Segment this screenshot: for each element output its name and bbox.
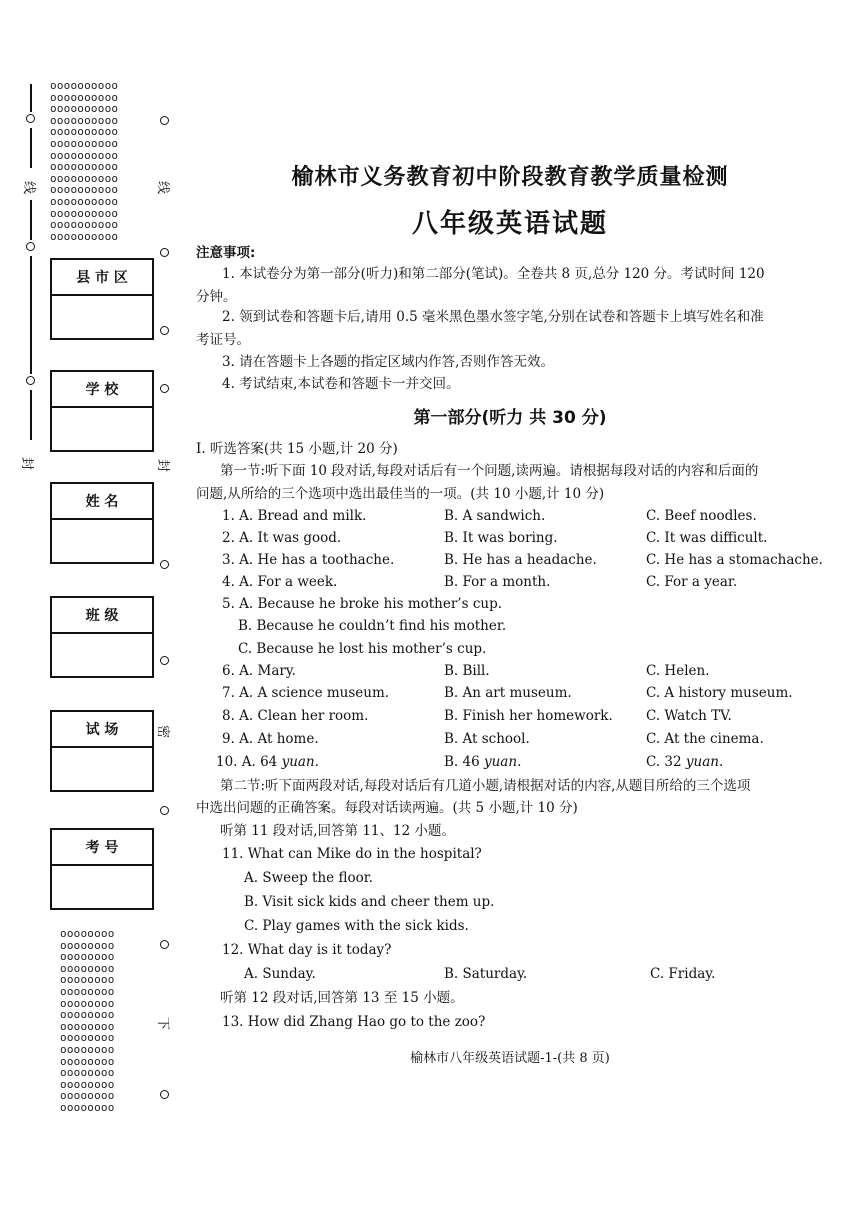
class-field[interactable] bbox=[52, 634, 152, 676]
q13-stem: 13. How did Zhang Hao go to the zoo? bbox=[222, 1014, 486, 1030]
cut-circle bbox=[160, 116, 169, 125]
sec1-intro: 第一节:听下面 10 段对话,每段对话后有一个问题,读两遍。请根据每段对话的内容和后面的 bbox=[220, 463, 759, 479]
exam-title: 榆林市义务教育初中阶段教育教学质量检测 bbox=[291, 165, 729, 190]
name-box bbox=[50, 482, 154, 564]
q10-option-c: C. 32 yuan. bbox=[646, 754, 724, 770]
exam-subtitle: 八年级英语试题 bbox=[411, 209, 608, 239]
sec1-intro-cont: 问题,从所给的三个选项中选出最佳当的一项。(共 10 小题,计 10 分) bbox=[196, 486, 605, 502]
q3-option-b: B. He has a headache. bbox=[444, 552, 597, 568]
county-field[interactable] bbox=[52, 296, 152, 338]
cut-circle bbox=[160, 248, 169, 257]
cut-circle bbox=[160, 940, 169, 949]
q4-option-b: B. For a month. bbox=[444, 574, 551, 590]
q7-option-c: C. A history museum. bbox=[646, 685, 793, 701]
q2-option-c: C. It was difficult. bbox=[646, 530, 768, 546]
q6-option-b: B. Bill. bbox=[444, 663, 490, 679]
number-field[interactable] bbox=[52, 866, 152, 908]
q12-stem: 12. What day is it today? bbox=[222, 942, 392, 958]
q7-option-b: B. An art museum. bbox=[444, 685, 572, 701]
q12-option-b: B. Saturday. bbox=[444, 966, 528, 982]
name-field[interactable] bbox=[52, 520, 152, 562]
cut-circle bbox=[160, 326, 169, 335]
room-label: 试 场 bbox=[52, 712, 152, 748]
cut-circle bbox=[160, 656, 169, 665]
q9-option-a: 9. A. At home. bbox=[222, 731, 319, 747]
cut-circle bbox=[26, 114, 35, 123]
page-footer: 榆林市八年级英语试题-1-(共 8 页) bbox=[410, 1051, 610, 1066]
cut-line bbox=[30, 390, 32, 440]
q4-option-a: 4. A. For a week. bbox=[222, 574, 338, 590]
school-box bbox=[50, 370, 154, 452]
q3-option-c: C. He has a stomachache. bbox=[646, 552, 823, 568]
q1-option-c: C. Beef noodles. bbox=[646, 508, 757, 524]
cut-circle bbox=[26, 376, 35, 385]
notes-heading: 注意事项: bbox=[196, 245, 256, 261]
q1-option-a: 1. A. Bread and milk. bbox=[222, 508, 367, 524]
cut-circle bbox=[160, 560, 169, 569]
q4-option-c: C. For a year. bbox=[646, 574, 738, 590]
section-heading: Ⅰ. 听选答案(共 15 小题,计 20 分) bbox=[196, 441, 398, 457]
note-2: 2. 领到试卷和答题卡后,请用 0.5 毫米黑色墨水签字笔,分别在试卷和答题卡上填写姓名和准 bbox=[222, 309, 764, 325]
q11-option-c: C. Play games with the sick kids. bbox=[244, 918, 469, 934]
cut-mark-seal: 封 bbox=[19, 456, 35, 471]
q8-option-c: C. Watch TV. bbox=[646, 708, 732, 724]
listen-12: 听第 12 段对话,回答第 13 至 15 小题。 bbox=[220, 990, 464, 1006]
cut-circle bbox=[160, 806, 169, 815]
cut-circle bbox=[160, 384, 169, 393]
q2-option-a: 2. A. It was good. bbox=[222, 530, 342, 546]
sec2-intro-cont: 中选出问题的正确答案。每段对话读两遍。(共 5 小题,计 10 分) bbox=[196, 800, 578, 816]
note-4: 4. 考试结束,本试卷和答题卡一并交回。 bbox=[222, 376, 460, 392]
cut-line bbox=[30, 128, 32, 168]
cut-line bbox=[30, 84, 32, 112]
q12-option-c: C. Friday. bbox=[650, 966, 716, 982]
room-field[interactable] bbox=[52, 748, 152, 790]
room-box bbox=[50, 710, 154, 792]
q9-option-b: B. At school. bbox=[444, 731, 530, 747]
q2-option-b: B. It was boring. bbox=[444, 530, 558, 546]
q10-option-a: 10. A. 64 yuan. bbox=[216, 754, 319, 770]
q6-option-c: C. Helen. bbox=[646, 663, 710, 679]
school-label: 学 校 bbox=[52, 372, 152, 408]
q12-option-a: A. Sunday. bbox=[244, 966, 316, 982]
name-label: 姓 名 bbox=[52, 484, 152, 520]
q11-stem: 11. What can Mike do in the hospital? bbox=[222, 846, 482, 862]
q11-option-b: B. Visit sick kids and cheer them up. bbox=[244, 894, 495, 910]
q8-option-b: B. Finish her homework. bbox=[444, 708, 613, 724]
county-box bbox=[50, 258, 154, 340]
q9-option-c: C. At the cinema. bbox=[646, 731, 764, 747]
q5-option-b: B. Because he couldn’t find his mother. bbox=[238, 618, 507, 634]
cut-mark-line-right: 线 bbox=[155, 180, 171, 195]
cut-mark-seal-right: 封 bbox=[155, 458, 171, 473]
q3-option-a: 3. A. He has a toothache. bbox=[222, 552, 395, 568]
cut-line bbox=[30, 256, 32, 374]
sec2-intro: 第二节:听下面两段对话,每段对话后有几道小题,请根据对话的内容,从题目所给的三个选项 bbox=[220, 778, 751, 794]
q1-option-b: B. A sandwich. bbox=[444, 508, 546, 524]
dot-grid-top: oooooooooo oooooooooo oooooooooo oooooooooo oooooooooo oooooooooo oooooooooo oooooooooo oooooooooo oooooooooo oooooooooo oooooooooo oooooooooo oooooooooo bbox=[50, 79, 119, 243]
q7-option-a: 7. A. A science museum. bbox=[222, 685, 390, 701]
note-1: 1. 本试卷分为第一部分(听力)和第二部分(笔试)。全卷共 8 页,总分 120 分。考试时间 120 bbox=[222, 266, 765, 282]
q6-option-a: 6. A. Mary. bbox=[222, 663, 296, 679]
class-box bbox=[50, 596, 154, 678]
cut-circle bbox=[26, 242, 35, 251]
note-1-cont: 分钟。 bbox=[196, 289, 237, 305]
cut-mark-line: 线 bbox=[21, 180, 37, 195]
cut-line bbox=[30, 200, 32, 240]
school-field[interactable] bbox=[52, 408, 152, 450]
note-2-cont: 考证号。 bbox=[196, 332, 250, 348]
county-label: 县 市 区 bbox=[52, 260, 152, 296]
q11-option-a: A. Sweep the floor. bbox=[244, 870, 373, 886]
note-3: 3. 请在答题卡上各题的指定区域内作答,否则作答无效。 bbox=[222, 354, 554, 370]
part1-title: 第一部分(听力 共 30 分) bbox=[413, 408, 607, 428]
number-label: 考 号 bbox=[52, 830, 152, 866]
dot-grid-bottom: oooooooo oooooooo oooooooo oooooooo oooooooo oooooooo oooooooo oooooooo oooooooo oooooooo oooooooo oooooooo oooooooo oooooooo oooooooo oooooooo bbox=[60, 927, 115, 1114]
q5-option-c: C. Because he lost his mother’s cup. bbox=[238, 641, 487, 657]
q10-option-b: B. 46 yuan. bbox=[444, 754, 522, 770]
listen-11: 听第 11 段对话,回答第 11、12 小题。 bbox=[220, 823, 455, 839]
class-label: 班 级 bbox=[52, 598, 152, 634]
q5-option-a: 5. A. Because he broke his mother’s cup. bbox=[222, 596, 503, 612]
cut-mark-secret: 密 bbox=[155, 724, 171, 739]
cut-mark-down: 下 bbox=[155, 1016, 171, 1031]
q8-option-a: 8. A. Clean her room. bbox=[222, 708, 369, 724]
number-box bbox=[50, 828, 154, 910]
cut-circle bbox=[160, 1090, 169, 1099]
